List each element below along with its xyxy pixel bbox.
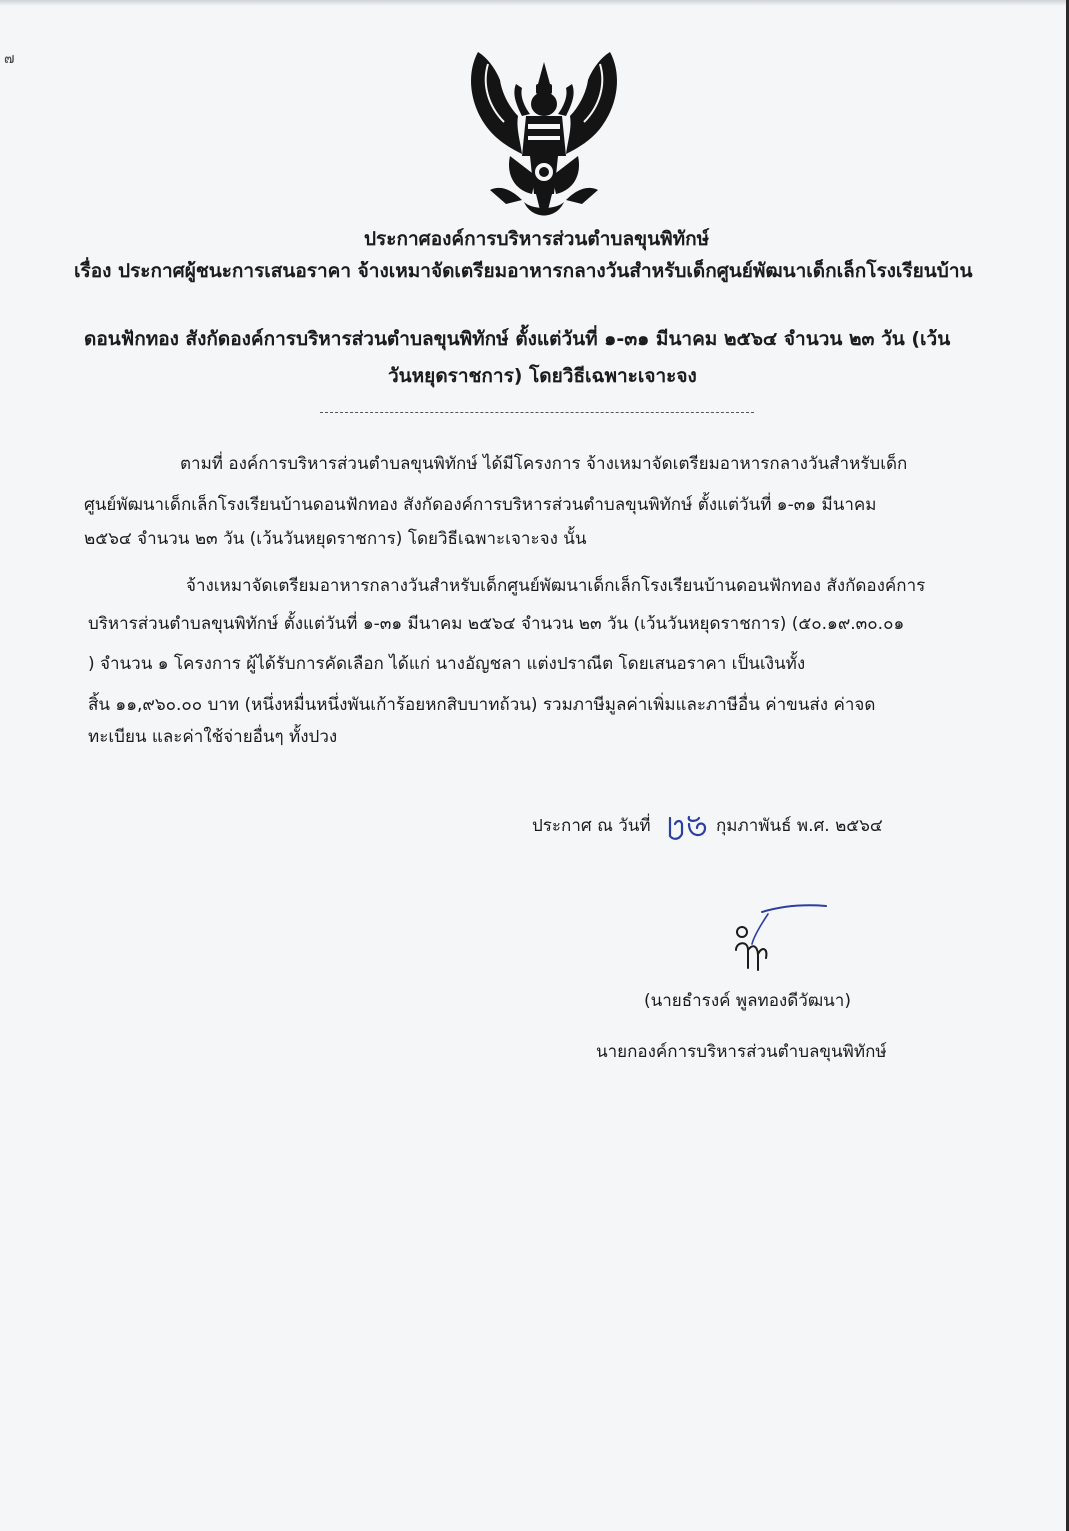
paragraph2-line-4: สิ้น ๑๑,๙๖๐.๐๐ บาท (หนึ่งหมื่นหนึ่งพันเก้าร้อยหกสิบบาทถ้วน) รวมภาษีมูลค่าเพิ่มและภาษีอื่น ค่าขนส่ง ค่าจด (88, 695, 876, 715)
divider-rule (320, 412, 754, 413)
page-corner-mark: ๗ (4, 51, 15, 67)
subject-line-2: ดอนฟักทอง สังกัดองค์การบริหารส่วนตำบลขุนพิทักษ์ ตั้งแต่วันที่ ๑-๓๑ มีนาคม ๒๕๖๔ จำนวน ๒๓ วัน (เว้น (84, 328, 951, 350)
handwritten-signature (722, 902, 832, 984)
handwritten-date-day (667, 814, 709, 842)
paragraph2-line-1: จ้างเหมาจัดเตรียมอาหารกลางวันสำหรับเด็กศูนย์พัฒนาเด็กเล็กโรงเรียนบ้านดอนฟักทอง สังกัดองค์การ (186, 576, 926, 596)
paragraph1-line-2: ศูนย์พัฒนาเด็กเล็กโรงเรียนบ้านดอนฟักทอง สังกัดองค์การบริหารส่วนตำบลขุนพิทักษ์ ตั้งแต่วันที่ ๑-๓๑ มีนาคม (84, 495, 877, 515)
paragraph1-line-1: ตามที่ องค์การบริหารส่วนตำบลขุนพิทักษ์ ได้มีโครงการ จ้างเหมาจัดเตรียมอาหารกลางวันสำหรับเด็ก (180, 454, 908, 474)
garuda-emblem-icon (466, 44, 622, 226)
subject-line-3: วันหยุดราชการ) โดยวิธีเฉพาะเจาะจง (388, 365, 697, 387)
paragraph2-line-5: ทะเบียน และค่าใช้จ่ายอื่นๆ ทั้งปวง (88, 727, 338, 747)
document-title: ประกาศองค์การบริหารส่วนตำบลขุนพิทักษ์ (364, 228, 710, 250)
paragraph2-line-2: บริหารส่วนตำบลขุนพิทักษ์ ตั้งแต่วันที่ ๑-๓๑ มีนาคม ๒๕๖๔ จำนวน ๒๓ วัน (เว้นวันหยุดราชการ) (๕๐.๑๙.๓๐.๐๑ (88, 614, 905, 634)
announce-date-suffix: กุมภาพันธ์ พ.ศ. ๒๕๖๔ (716, 816, 883, 836)
signer-name: (นายธำรงค์ พูลทองดีวัฒนา) (644, 991, 851, 1011)
paragraph1-line-3: ๒๕๖๔ จำนวน ๒๓ วัน (เว้นวันหยุดราชการ) โดยวิธีเฉพาะเจาะจง นั้น (84, 529, 587, 549)
paragraph2-line-3: ) จำนวน ๑ โครงการ ผู้ได้รับการคัดเลือก ได้แก่ นางอัญชลา แต่งปราณีต โดยเสนอราคา เป็นเงินทั้ง (88, 654, 806, 674)
signer-position: นายกองค์การบริหารส่วนตำบลขุนพิทักษ์ (596, 1042, 887, 1062)
announce-date-prefix: ประกาศ ณ วันที่ (532, 816, 651, 836)
scan-top-shadow (0, 0, 1069, 6)
subject-line-1: เรื่อง ประกาศผู้ชนะการเสนอราคา จ้างเหมาจัดเตรียมอาหารกลางวันสำหรับเด็กศูนย์พัฒนาเด็กเล็กโรงเรียนบ้าน (74, 260, 973, 282)
